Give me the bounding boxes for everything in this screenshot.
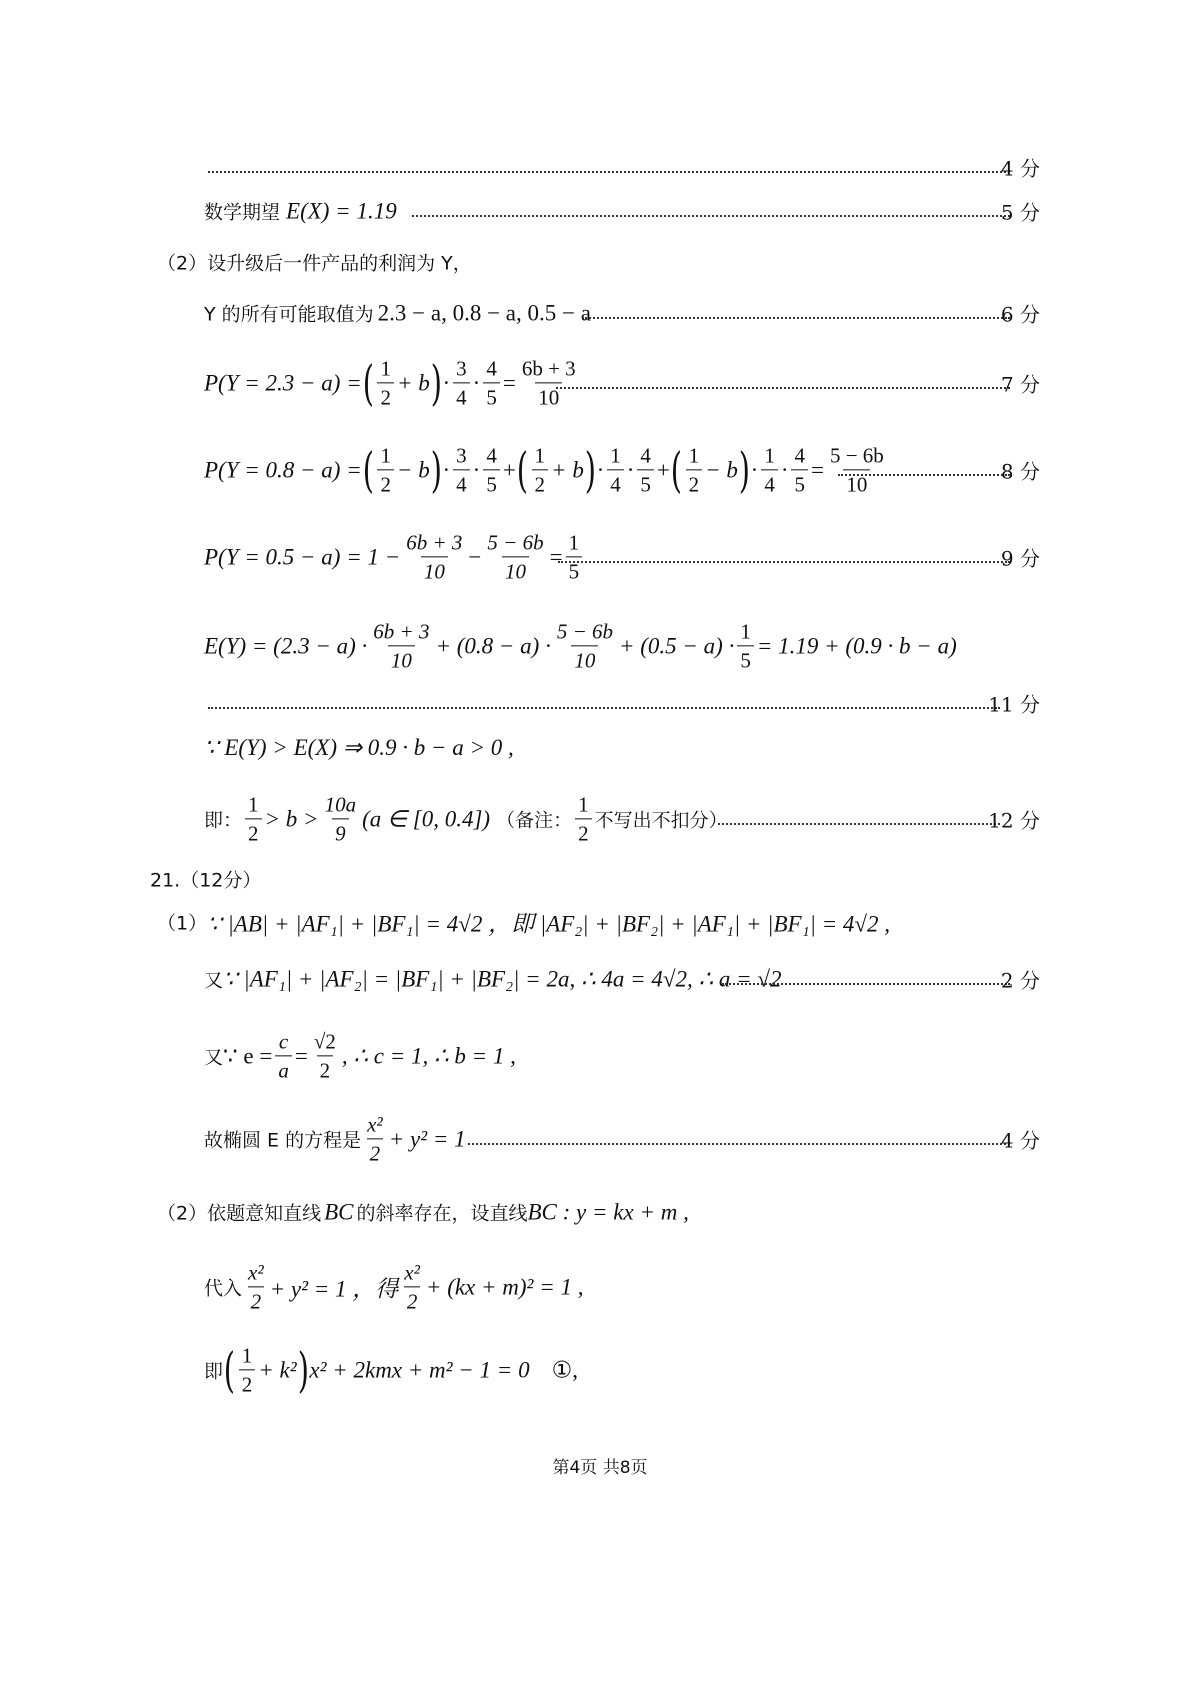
score-label: 12 分 <box>988 808 1040 833</box>
line-text: Y 的所有可能取值为 <box>204 303 374 326</box>
math-condition: (a ∈ [0, 0.4]) <box>362 806 491 831</box>
leader-dots <box>412 215 1010 217</box>
note-text: 不写出不扣分） <box>594 809 728 832</box>
line-text: 数学期望 <box>204 201 281 224</box>
fraction: $\frac{\text{x²}}{2}$ <box>248 1260 264 1314</box>
math-term: + (0.5 − a) · <box>618 633 735 658</box>
fraction: $\frac{5 - 6b}{10}$ <box>487 530 544 584</box>
paren-close: ) <box>430 355 442 411</box>
fraction: $\frac{1}{2}$ <box>245 792 262 845</box>
leader-dots <box>468 1143 1010 1145</box>
page-footer: 第4页 共8页 <box>552 1458 648 1478</box>
line-text: 故椭圆 E 的方程是 <box>204 1129 362 1152</box>
math-expr: ∵ |AF₁| + |AF₂| = |BF₁| + |BF₂| = 2a, ∴ 4a = 4√2, ∴ a = √2 <box>223 966 782 991</box>
fraction: $\frac{10a}{9}$ <box>324 792 357 846</box>
math-expr: 2.3 − a, 0.8 − a, 0.5 − a <box>377 300 591 325</box>
line-text: （1） <box>157 912 208 935</box>
equation-marker: ①, <box>551 1357 578 1382</box>
note-text: （备注： <box>496 809 573 832</box>
math-rhs: + (kx + m)² = 1 , <box>425 1274 584 1299</box>
line-text: 即： <box>204 809 243 832</box>
leader-dots <box>722 983 1010 985</box>
line-text: 又 <box>204 969 224 992</box>
score-label: 5 分 <box>1000 200 1040 225</box>
math-lhs: P(Y = 0.8 − a) = <box>204 457 362 482</box>
fraction: $\frac{1}{2}$ <box>377 356 394 409</box>
fraction: $\frac{√2}{2}$ <box>313 1029 336 1083</box>
math-term: ∵ e = <box>223 1043 273 1068</box>
math-term: + (0.8 − a) · <box>435 633 551 658</box>
fraction: $\frac{1}{2}$ <box>239 1343 256 1396</box>
fraction: $\frac{6b + 3}{10}$ <box>406 530 463 584</box>
math-expr: ∵ E(Y) > E(X) ⇒ 0.9 · b − a > 0 , <box>204 735 514 760</box>
line-text: 又 <box>204 1046 224 1069</box>
math-rhs: + y² = 1 ，得 <box>269 1276 399 1302</box>
score-label: 8 分 <box>1000 459 1040 484</box>
math-term: BC <box>324 1199 354 1224</box>
leader-dots <box>208 707 1000 709</box>
fraction: $\frac{6b + 3}{10}$ <box>373 619 430 673</box>
score-label: 4 分 <box>1000 1128 1040 1153</box>
line-text: （2）依题意知直线 <box>157 1202 322 1225</box>
score-label: 7 分 <box>1000 372 1040 397</box>
math-lhs: P(Y = 2.3 − a) = <box>204 370 362 395</box>
paren-open: ( <box>362 355 374 411</box>
fraction: $\frac{c}{a}$ <box>275 1029 292 1082</box>
math-term: + b <box>396 370 430 395</box>
math-rhs: x² + 2kmx + m² − 1 = 0 <box>309 1357 530 1382</box>
line-text: 即 <box>204 1360 224 1383</box>
fraction-result: $\frac{1}{5}$ <box>566 530 583 583</box>
line-text: （2）设升级后一件产品的利润为 Y， <box>157 252 472 275</box>
fraction: $\frac{\text{x²}}{2}$ <box>404 1260 420 1314</box>
line-text: 代入 <box>204 1277 243 1300</box>
leader-dots <box>558 561 1010 563</box>
math-term: > b > <box>264 806 319 831</box>
leader-dots <box>838 474 1010 476</box>
score-label: 6 分 <box>1000 302 1040 327</box>
score-label: 9 分 <box>1000 546 1040 571</box>
math-rhs: , ∴ c = 1, ∴ b = 1 , <box>341 1043 516 1068</box>
leader-dots <box>556 387 1010 389</box>
question-heading: 21.（12分） <box>150 869 262 892</box>
math-lhs: P(Y = 0.5 − a) = 1 − <box>204 544 401 569</box>
math-expr: E(X) = 1.19 <box>286 198 397 223</box>
leader-dots <box>208 171 1010 173</box>
fraction: $\frac{4}{5}$ <box>483 356 500 409</box>
math-lhs: E(Y) = (2.3 − a) · <box>204 633 368 658</box>
math-expr: BC : y = kx + m , <box>527 1199 689 1224</box>
leader-dots <box>582 317 1010 319</box>
line-text: 的斜率存在，设直线 <box>356 1202 528 1225</box>
fraction-result: $\frac{6b + 3}{10}$ <box>521 356 576 410</box>
leader-dots <box>718 823 1000 825</box>
math-term: + k² <box>258 1357 297 1382</box>
fraction: $\frac{\text{x²}}{2}$ <box>367 1112 383 1166</box>
fraction: $\frac{1}{2}$ <box>575 792 592 845</box>
math-rhs: = 1.19 + (0.9 · b − a) <box>756 633 957 658</box>
answer-page: 4 分 数学期望 E(X) = 1.19 5 分 （2）设升级后一件产品的利润为 Y， Y 的所有可能取值为 2.3 − a, 0.8 − a, 0.5 − a 6 分 P(Y = 2.3 − a) = ( $\frac{1}{2}$ + b ) · $\frac{3}{4}$ · $\frac{4}{5}$ = $\frac{6b + 3}{10}$ 7 分 P(Y = 0.8 − a) = ( $\frac{1}{2}$ − b ) · $\frac{3}{4}$ · $\frac{4}{5}$ + ( $\frac{1}{2}$ + b ) · $\frac{1}{4}$ · $\frac{4}{5}$ + ( $\frac{1}{2}$ − b ) · $\frac{1}{4}$ · $\frac{4}{5}$ = $\frac{5 - 6b}{10}$ 8 分 P(Y = 0.5 − a) = 1 − $\frac{6b + 3}{10}$ − $\frac{5 - 6b}{10}$ = $\frac{1}{5}$ 9 分 E(Y) = (2.3 − a) · $\frac{6b + 3}{10}$ + (0.8 − a) · $\frac{5 - 6b}{10}$ + (0.5 − a) · $\frac{1}{5}$ = 1.19 + (0.9 · b − a) 11 分 ∵ E(Y) > E(X) ⇒ 0.9 · b − a > 0 , 即： $\frac{1}{2}$ > b > $\frac{10a}{9}$ (a ∈ [0, 0.4]) （备注： $\frac{1}{2}$ 不写出不扣分） 12 分 21.（12分） （1） ∵ |AB| + |AF₁| + |BF₁| = 4√2 ，即 |AF₂| + |BF₂| + |AF₁| + |BF₁| = 4√2 , 又 ∵ |AF₁| + |AF₂| = |BF₁| + |BF₂| = 2a, ∴ 4a = 4√2, ∴ a = √2 2 分 又 ∵ e = $\frac{c}{a}$ = $\frac{√2}{2}$ , ∴ c = 1, ∴ b = 1 , 故椭圆 E 的方程是 $\frac{\text{x²}}{2}$ + y² = 1 4 分 （2）依题意知直线 BC 的斜率存在，设直线 BC : y = kx + m , 代入 $\frac{\text{x²}}{2}$ + y² = 1 ，得 $\frac{\text{x²}}{2}$ + (kx + m)² = 1 , 即 ( $\frac{1}{2}$ + k² ) x² + 2kmx + m² − 1 = 0 ①, 第4页 共8页 <box>0 0 1200 1698</box>
fraction: $\frac{3}{4}$ <box>453 356 470 409</box>
fraction: $\frac{5 - 6b}{10}$ <box>556 619 613 673</box>
fraction: $\frac{1}{5}$ <box>737 619 754 672</box>
score-label: 4 分 <box>1000 156 1040 181</box>
fraction-result: $\frac{5 - 6b}{10}$ <box>829 443 884 497</box>
score-label: 11 分 <box>988 692 1040 717</box>
score-label: 2 分 <box>1000 968 1040 993</box>
math-rhs: + y² = 1 <box>388 1126 466 1151</box>
math-expr: ∵ |AB| + |AF₁| + |BF₁| = 4√2 ，即 |AF₂| + |BF₂| + |AF₁| + |BF₁| = 4√2 , <box>207 911 891 937</box>
